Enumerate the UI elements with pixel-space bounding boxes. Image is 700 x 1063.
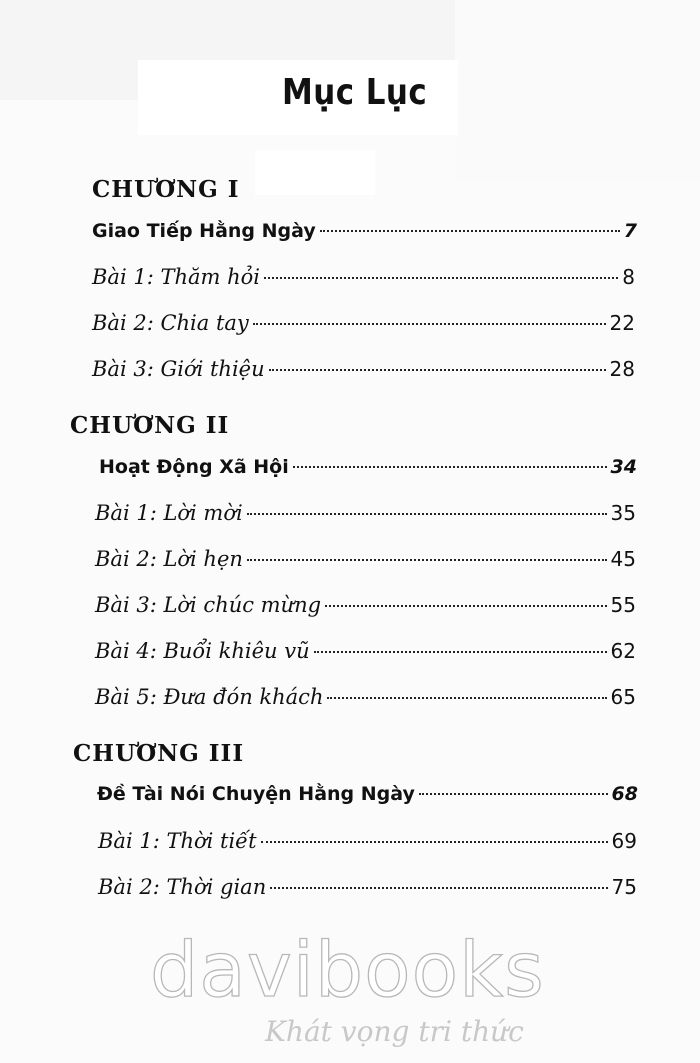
chapter-1-lesson-2 <box>92 311 635 335</box>
lesson-title: Bài 2: Chia tay <box>92 311 249 335</box>
chapter-1-heading: CHƯƠNG I <box>92 176 240 203</box>
page-title: Mục Lục <box>282 72 428 113</box>
dot-leader <box>325 605 606 607</box>
page-number: 62 <box>610 639 636 663</box>
chapter-3-lesson-2 <box>98 875 637 899</box>
lesson-title: Bài 5: Đưa đón khách <box>95 685 324 709</box>
lesson-title: Bài 3: Lời chúc mừng <box>95 593 322 617</box>
dot-leader <box>314 651 607 653</box>
dot-leader <box>320 230 620 232</box>
lesson-title: Bài 1: Thời tiết <box>98 829 257 853</box>
dot-leader <box>261 841 608 843</box>
chapter-1-section-entry <box>92 220 637 242</box>
chapter-2-lesson-2 <box>95 547 636 571</box>
watermark-brand: davibooks <box>150 925 545 1014</box>
page-number: 68 <box>611 783 638 805</box>
lesson-title: Bài 3: Giới thiệu <box>92 357 265 381</box>
dot-leader <box>270 887 607 889</box>
chapter-1-lesson-3 <box>92 357 635 381</box>
chapter-3-section-entry <box>97 783 638 805</box>
dot-leader <box>269 369 606 371</box>
chapter-2-lesson-4 <box>95 639 636 663</box>
page-number: 22 <box>609 311 635 335</box>
section-title: Giao Tiếp Hằng Ngày <box>92 220 316 242</box>
page-number: 8 <box>622 265 635 289</box>
chapter-2-lesson-5 <box>95 685 636 709</box>
section-title: Hoạt Động Xã Hội <box>99 456 289 478</box>
page-number: 55 <box>610 593 636 617</box>
page-number: 35 <box>610 501 636 525</box>
chapter-1-lesson-1 <box>92 265 635 289</box>
chapter-2-heading: CHƯƠNG II <box>70 412 230 439</box>
lesson-title: Bài 2: Thời gian <box>98 875 267 899</box>
chapter-2-lesson-3 <box>95 593 636 617</box>
dot-leader <box>247 559 607 561</box>
section-title: Đề Tài Nói Chuyện Hằng Ngày <box>97 783 415 805</box>
dot-leader <box>327 697 606 699</box>
page-number: 34 <box>610 456 637 478</box>
page-number: 65 <box>610 685 636 709</box>
chapter-3-lesson-1 <box>98 829 637 853</box>
page-number: 75 <box>611 875 637 899</box>
chapter-2-lesson-1 <box>95 501 636 525</box>
page-number: 28 <box>609 357 635 381</box>
lesson-title: Bài 4: Buổi khiêu vũ <box>95 639 310 663</box>
lesson-title: Bài 1: Lời mời <box>95 501 243 525</box>
dot-leader <box>253 323 606 325</box>
page-number: 45 <box>610 547 636 571</box>
page-number: 69 <box>611 829 637 853</box>
dot-leader <box>419 793 608 795</box>
lesson-title: Bài 1: Thăm hỏi <box>92 265 260 289</box>
page-number: 7 <box>623 220 637 242</box>
chapter-3-heading: CHƯƠNG III <box>73 740 245 767</box>
dot-leader <box>247 513 607 515</box>
dot-leader <box>293 466 607 468</box>
lesson-title: Bài 2: Lời hẹn <box>95 547 243 571</box>
chapter-2-section-entry <box>99 456 637 478</box>
dot-leader <box>264 277 618 279</box>
watermark-tagline: Khát vọng tri thức <box>265 1015 524 1048</box>
